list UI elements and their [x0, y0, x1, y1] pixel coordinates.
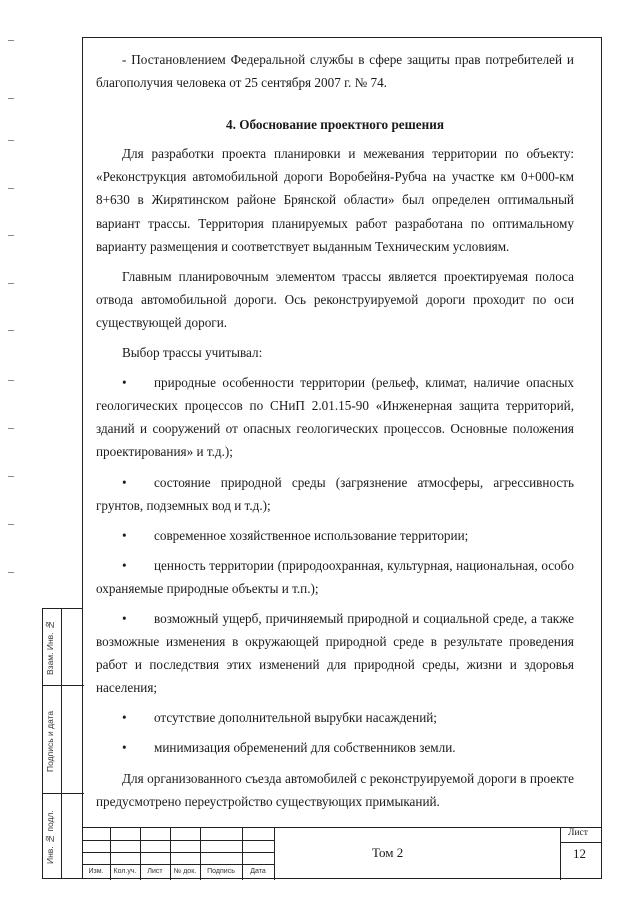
original-inventory-label: Инв. № подл. [45, 810, 55, 864]
section-heading: 4. Обоснование проектного решения [226, 117, 444, 133]
list-item: • отсутствие дополнительной вырубки насаждений; [122, 710, 437, 726]
paragraph-3: Выбор трассы учитывал: [122, 345, 263, 361]
bullet-text: состояние природной среды (загрязнение атмосферы, агрессивность грунтов, подземных вод и т.д.); [96, 474, 574, 513]
bullet-text: ценность территории (природоохранная, культурная, национальная, особо охраняемые природные объекты и т.п.); [96, 557, 574, 596]
col-signature: Подпись [207, 868, 235, 875]
intro-paragraph: - Постановлением Федеральной службы в сфере защиты прав потребителей и благополучия человека от 25 сентября 2007 г. № 74. [96, 52, 574, 91]
title-block [82, 827, 602, 880]
list-item: • природные особенности территории (рельеф, климат, наличие опасных геологических процессов по СНиП 2.01.15-90 «Инженерная защита территорий, зданий и сооружений от опасных геологических процессов. Основные положения проектирования» и т.д.); [96, 375, 574, 460]
bullet-list [96, 371, 574, 759]
document-body [96, 48, 574, 813]
paragraph-4: Для организованного съезда автомобилей с реконструируемой дороги в проекте предусмотрено переустройство существующих примыканий. [96, 770, 574, 809]
signature-date-label: Подпись и дата [45, 710, 55, 772]
col-date: Дата [250, 868, 266, 875]
paragraph-1: Для разработки проекта планировки и межевания территории по объекту: «Реконструкция автомобильной дороги Воробейня-Рубча на участке км 0+000-км 8+630 в Жирятинском районе Брянской области» был определен оптимальный вариант трассы. Территория планируемых работ разработана по оптимальному варианту размещения и соответствует выданным Техническим условиям. [96, 146, 574, 254]
bullet-text: природные особенности территории (рельеф, климат, наличие опасных геологических процессов по СНиП 2.01.15-90 «Инженерная защита территорий, зданий и сооружений от опасных геологических процессов. Основные положения проектирования» и т.д.); [96, 375, 574, 460]
col-change: Изм. [88, 868, 104, 875]
col-sheet: Лист [147, 868, 163, 875]
paragraph-2: Главным планировочным элементом трассы является проектируемая полоса отвода автомобильной дороги. Ось реконструируемой дороги проходит по оси существующей дороги. [96, 268, 574, 330]
list-item: • возможный ущерб, причиняемый природной и социальной среде, а также возможные изменения в окружающей природной среде в результате проведения работ и последствия этих изменений для природной среды, жизни и здоровья населения; [96, 610, 574, 696]
list-item: • современное хозяйственное использование территории; [122, 527, 469, 543]
bullet-text: минимизация обременений для собственников земли. [154, 740, 456, 756]
side-stamp-divider [43, 793, 84, 794]
col-doc-number: № док. [173, 868, 197, 875]
replacement-inventory-label: Взам. Инв. № [45, 620, 55, 676]
bullet-text: современное хозяйственное использование территории; [154, 527, 469, 543]
col-count: Кол.уч. [113, 868, 137, 875]
sheet-number: 12 [573, 846, 586, 861]
list-item: • ценность территории (природоохранная, культурная, национальная, особо охраняемые природные объекты и т.п.); [96, 557, 574, 596]
side-stamp-divider [43, 685, 84, 686]
bullet-text: возможный ущерб, причиняемый природной и социальной среде, а также возможные изменения в окружающей природной среде в результате проведения работ и последствия этих изменений для природной среды, жизни и здоровья населения; [96, 610, 574, 696]
side-stamp [42, 608, 83, 879]
volume-label: Том 2 [372, 845, 404, 860]
bullet-text: отсутствие дополнительной вырубки насаждений; [154, 710, 437, 726]
list-item: • состояние природной среды (загрязнение атмосферы, агрессивность грунтов, подземных вод и т.д.); [96, 474, 574, 513]
list-item: • минимизация обременений для собственников земли. [122, 740, 456, 756]
sheet-label: Лист [568, 828, 588, 838]
